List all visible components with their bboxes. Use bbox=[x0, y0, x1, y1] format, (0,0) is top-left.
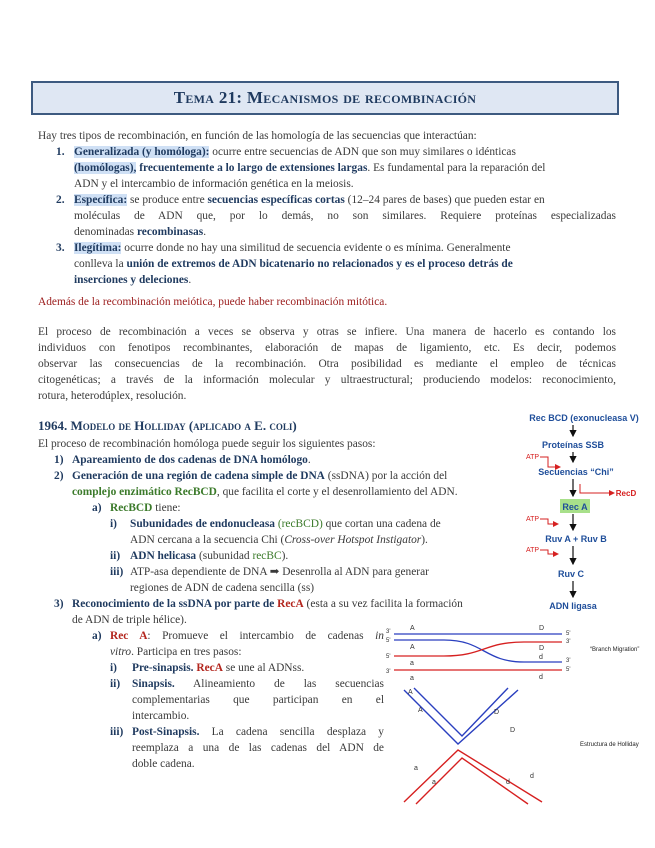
flow-node-reca: Rec A bbox=[562, 502, 588, 512]
postsinapsis-line-3: doble cadena. bbox=[132, 758, 195, 770]
para-line-5: rotura, heterodúplex, resolución. bbox=[38, 390, 187, 402]
type-2-line-2: moléculas de ADN que, por lo demás, no son similares. Requiere proteínas especializadas bbox=[74, 210, 616, 222]
step-3-rest: (esta a su vez facilita la formación bbox=[303, 598, 463, 610]
hs-D-1: D bbox=[494, 709, 500, 716]
postsinapsis bbox=[110, 724, 384, 740]
flow-atp-arrow-1 bbox=[540, 457, 560, 467]
bm-A-mid: A bbox=[410, 644, 415, 651]
step-2-number: 2) bbox=[54, 470, 64, 482]
bm-A-top: A bbox=[410, 625, 415, 632]
bm-a-bot: a bbox=[410, 675, 414, 682]
flow-recd-arrow bbox=[580, 484, 614, 493]
type-2-c-end: . bbox=[203, 226, 207, 238]
bm-a-mid: a bbox=[410, 660, 414, 667]
flow-atp-2: ATP bbox=[526, 516, 540, 523]
type-1-homologas: (homólogas), bbox=[74, 162, 137, 174]
bm-D-top: D bbox=[539, 625, 545, 632]
type-3-line-3 bbox=[74, 272, 191, 288]
sinapsis-bold: Sinapsis. bbox=[132, 678, 175, 690]
sinapsis-number: ii) bbox=[110, 678, 121, 690]
step-2a-i-number: i) bbox=[110, 518, 117, 530]
postsinapsis-bold: Post-Sinapsis. bbox=[132, 726, 200, 738]
step-2a-ii bbox=[110, 548, 288, 564]
presinapsis-bold: Pre-sinapsis. bbox=[132, 662, 197, 674]
type-3-term: Ilegítima: bbox=[74, 242, 122, 254]
bm-label-5c: 5' bbox=[566, 631, 571, 637]
type-2-a: se produce entre bbox=[127, 194, 208, 206]
flow-node-ssb: Proteínas SSB bbox=[541, 440, 605, 450]
type-1-long: frecuentemente a lo largo de extensiones largas bbox=[136, 162, 368, 174]
step-2a-i-green: (recBCD) bbox=[274, 518, 323, 530]
bm-label-5a: 5' bbox=[386, 638, 391, 644]
step-3a-line-2-rest: . Participa en tres pasos: bbox=[131, 646, 242, 658]
step-3a bbox=[92, 628, 384, 644]
type-2-line-3 bbox=[74, 224, 206, 240]
bm-label-5d: 5' bbox=[566, 667, 571, 673]
page-title: Tema 21: Mecanismos de recombinación bbox=[173, 88, 477, 107]
presinapsis-number: i) bbox=[110, 662, 117, 674]
type-3 bbox=[56, 240, 616, 256]
section-heading: 1964. Modelo de Holliday (aplicado a E. coli) bbox=[38, 418, 297, 433]
type-1-line-3: ADN y el intercambio de información genética en la meiosis. bbox=[74, 178, 354, 190]
type-2 bbox=[56, 192, 616, 208]
step-2 bbox=[54, 468, 506, 484]
type-3-number: 3. bbox=[56, 242, 65, 254]
bm-d-mid: d bbox=[539, 654, 543, 661]
step-2-rest: (ssDNA) por la acción del bbox=[324, 470, 448, 482]
type-3-a: ocurre donde no hay una similitud de secuencia evidente o es mínima. Generalmente bbox=[121, 242, 511, 254]
type-3-c-end: . bbox=[188, 274, 192, 286]
step-2a bbox=[92, 500, 181, 516]
step-2a-i-end: ). bbox=[421, 534, 428, 546]
step-2a-rest: tiene: bbox=[152, 502, 181, 514]
postsinapsis-line-2: reemplaza a una de las cadenas del ADN de bbox=[132, 742, 384, 754]
postsinapsis-number: iii) bbox=[110, 726, 124, 738]
step-2a-i bbox=[110, 516, 506, 532]
step-2a-number: a) bbox=[92, 502, 102, 514]
type-3-line-2 bbox=[74, 256, 616, 272]
bm-label-5b: 5' bbox=[386, 654, 391, 660]
step-2a-iii bbox=[110, 564, 506, 580]
step-3-bold: Reconocimiento de la ssDNA por parte de bbox=[72, 598, 278, 610]
step-2a-i-rest: que cortan una cadena de bbox=[322, 518, 441, 530]
step-2a-iii-number: iii) bbox=[110, 566, 124, 578]
step-3 bbox=[54, 596, 506, 612]
bm-label-3a: 3' bbox=[386, 629, 391, 635]
sinapsis bbox=[110, 676, 384, 692]
para-line-3: observar las consecuencias de la recombinación. Otra posibilidad es mediante el empleo de técnicas bbox=[38, 358, 616, 370]
flow-atp-1: ATP bbox=[526, 454, 540, 461]
type-2-c: denominadas bbox=[74, 226, 137, 238]
step-1-text: Apareamiento de dos cadenas de DNA homólogo bbox=[72, 454, 308, 466]
step-1-number: 1) bbox=[54, 454, 64, 466]
type-2-term: Específica: bbox=[74, 194, 128, 206]
hs-A-1: A bbox=[408, 689, 413, 696]
step-1-end: . bbox=[307, 454, 311, 466]
bm-label-3d: 3' bbox=[566, 658, 571, 664]
step-2a-ii-green: recBC bbox=[252, 550, 282, 562]
step-2a-i-bold: Subunidades de endonucleasa bbox=[130, 518, 275, 530]
step-2a-i-italic: Cross-over Hotspot Instigator bbox=[284, 534, 422, 546]
sinapsis-a: Alineamiento de las secuencias bbox=[174, 678, 384, 690]
step-3-number: 3) bbox=[54, 598, 64, 610]
step-1 bbox=[54, 452, 311, 468]
bm-d-bot: d bbox=[539, 674, 543, 681]
flow-node-ruvab: Ruv A + Ruv B bbox=[545, 534, 607, 544]
sinapsis-line-3: intercambio. bbox=[132, 710, 190, 722]
type-2-short: secuencias específicas cortas bbox=[207, 194, 345, 206]
flow-node-chi: Secuencias “Chi” bbox=[538, 467, 614, 477]
step-3a-vitro: vitro bbox=[110, 646, 132, 658]
step-3a-reca: Rec A bbox=[110, 630, 148, 642]
flow-node-recbcd: Rec BCD (exonucleasa V) bbox=[529, 413, 639, 423]
type-1-term: Generalizada (y homóloga): bbox=[74, 146, 210, 158]
step-2-line-2-rest: , que facilita el corte y el desenrollamiento del ADN. bbox=[216, 486, 458, 498]
holliday-structure-label: Estructura de Holliday bbox=[580, 742, 639, 748]
step-2a-i-b: ADN cercana a la secuencia Chi ( bbox=[130, 534, 285, 546]
step-2-complex: complejo enzimático RecBCD bbox=[72, 486, 217, 498]
step-2-line-2 bbox=[72, 484, 458, 500]
flow-node-ruvc: Ruv C bbox=[557, 569, 585, 579]
step-2a-ii-bold: ADN helicasa bbox=[130, 550, 197, 562]
flow-atp-arrow-3 bbox=[540, 550, 558, 554]
type-2-a-rest: (12–24 pares de bases) que pueden estar en bbox=[344, 194, 545, 206]
type-3-c-bold: inserciones y deleciones bbox=[74, 274, 189, 286]
sinapsis-line-2: complementarias que participan en el bbox=[132, 694, 384, 706]
hs-a-2: a bbox=[432, 779, 436, 786]
branch-migration-label: “Branch Migration” bbox=[590, 647, 640, 653]
step-2a-iii-line-2: regiones de ADN de cadena sencilla (ss) bbox=[130, 582, 315, 594]
mitotic-note: Además de la recombinación meiótica, puede haber recombinación mitótica. bbox=[38, 296, 388, 308]
step-3a-line-2 bbox=[110, 644, 242, 660]
step-2a-i-line-2 bbox=[130, 532, 428, 548]
step-2a-recbcd: RecBCD bbox=[110, 502, 153, 514]
holliday-structure-diagram bbox=[396, 684, 648, 810]
para-line-4: citogenéticas; a través de la información molecular y ultraestructural; produciendo modelos: reconocimiento, bbox=[38, 374, 616, 386]
hs-A-2: A bbox=[418, 707, 423, 714]
step-2-bold: Generación de una región de cadena simple de DNA bbox=[72, 470, 325, 482]
recombination-flow-diagram bbox=[518, 404, 648, 616]
step-2a-ii-rest: (subunidad bbox=[196, 550, 253, 562]
flow-atp-3: ATP bbox=[526, 547, 540, 554]
presinapsis-rest: se une al ADNss. bbox=[222, 662, 305, 674]
presinapsis-reca: RecA bbox=[196, 662, 223, 674]
step-2a-ii-end: ). bbox=[281, 550, 289, 562]
steps-intro: El proceso de recombinación homóloga puede seguir los siguientes pasos: bbox=[38, 438, 376, 450]
hs-a-1: a bbox=[414, 765, 418, 772]
para-line-2: individuos con fenotipos recombinantes, elaboración de mapas de ligamiento, etc. Es decir, podemos bbox=[38, 342, 616, 354]
type-1-number: 1. bbox=[56, 146, 65, 158]
type-3-b-bold: unión de extremos de ADN bicatenario no relacionados y es el proceso detrás de bbox=[126, 258, 513, 270]
step-3-line-2: de ADN de triple hélice). bbox=[72, 614, 187, 626]
branch-migration-diagram bbox=[384, 620, 652, 684]
type-1-line-1: ocurre entre secuencias de ADN que son muy similares o idénticas bbox=[209, 146, 516, 158]
title-box bbox=[31, 81, 619, 115]
type-2-recombinasas: recombinasas bbox=[136, 226, 204, 238]
type-1-line-2-rest: . Es fundamental para la reparación del bbox=[367, 162, 546, 174]
presinapsis bbox=[110, 660, 304, 676]
bm-label-3c: 3' bbox=[566, 639, 571, 645]
bm-label-3b: 3' bbox=[386, 669, 391, 675]
step-2a-iii-a: ATP-asa dependiente de DNA ➡ Desenrolla al ADN para generar bbox=[130, 566, 429, 578]
step-3a-rest: : Promueve el intercambio de cadenas bbox=[147, 630, 376, 642]
step-3a-number: a) bbox=[92, 630, 102, 642]
bm-D-mid: D bbox=[539, 645, 545, 652]
type-1 bbox=[56, 144, 616, 160]
type-2-number: 2. bbox=[56, 194, 65, 206]
step-3a-in: in bbox=[375, 630, 384, 642]
type-1-line-2 bbox=[74, 160, 616, 176]
hs-D-2: D bbox=[510, 727, 516, 734]
step-2a-ii-number: ii) bbox=[110, 550, 121, 562]
intro-text: Hay tres tipos de recombinación, en función de las homología de las secuencias que interactúan: bbox=[38, 130, 477, 142]
hs-d-2: d bbox=[530, 773, 534, 780]
type-3-b: conlleva la bbox=[74, 258, 127, 270]
step-3-reca: RecA bbox=[277, 598, 304, 610]
para-line-1: El proceso de recombinación a veces se observa y otras se infiere. Una manera de hacerlo es contando los bbox=[38, 326, 616, 338]
flow-atp-arrow-2 bbox=[540, 519, 558, 524]
hs-d-1: d bbox=[506, 779, 510, 786]
postsinapsis-a: La cadena sencilla desplaza y bbox=[199, 726, 384, 738]
flow-node-ligasa: ADN ligasa bbox=[549, 601, 597, 611]
flow-node-recd: RecD bbox=[615, 489, 637, 498]
